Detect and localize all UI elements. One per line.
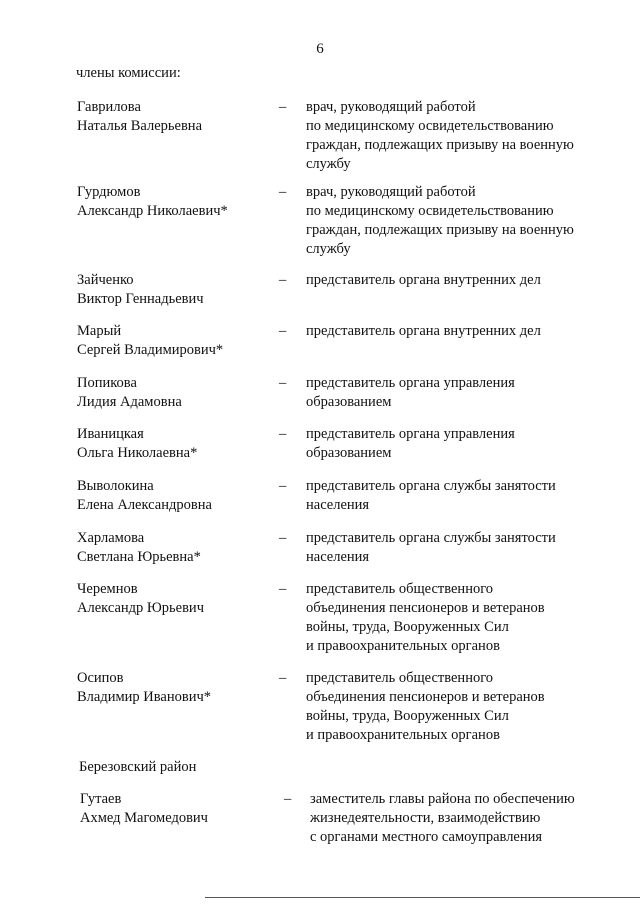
member-name — [77, 322, 267, 360]
member-name — [77, 98, 267, 136]
dash-separator: – — [279, 323, 287, 339]
role-line: представитель органа службы занятости — [306, 478, 556, 494]
role-line: образованием — [306, 445, 392, 461]
page-number: 6 — [316, 41, 324, 57]
member-surname: Харламова — [77, 530, 145, 546]
member-role — [306, 425, 606, 463]
member-surname: Гутаев — [80, 791, 122, 807]
member-name — [77, 477, 267, 515]
member-surname: Осипов — [77, 670, 124, 686]
member-role — [306, 322, 606, 341]
dash-separator: – — [279, 375, 287, 391]
role-line: службу — [306, 156, 351, 172]
member-role — [306, 669, 606, 745]
commission-members-heading: члены комиссии: — [76, 65, 181, 81]
role-line: представитель общественного — [306, 670, 494, 686]
dash-separator: – — [279, 478, 287, 494]
member-role — [306, 271, 606, 290]
dash-separator: – — [284, 791, 292, 807]
role-line: и правоохранительных органов — [306, 727, 500, 743]
member-role — [306, 529, 606, 567]
role-line: представитель органа управления — [306, 375, 515, 391]
member-surname: Гаврилова — [77, 99, 141, 115]
role-line: войны, труда, Вооруженных Сил — [306, 619, 509, 635]
member-given-names: Ахмед Магомедович — [80, 810, 208, 826]
role-line: объединения пенсионеров и ветеранов — [306, 600, 545, 616]
member-given-names: Александр Юрьевич — [77, 600, 204, 616]
dash-separator: – — [279, 581, 287, 597]
member-role — [306, 183, 606, 259]
member-given-names: Виктор Геннадьевич — [77, 291, 204, 307]
district-heading: Березовский район — [79, 759, 197, 775]
member-given-names: Александр Николаевич* — [77, 203, 228, 219]
member-surname: Выволокина — [77, 478, 154, 494]
role-line: врач, руководящий работой — [306, 184, 476, 200]
role-line: с органами местного самоуправления — [310, 829, 543, 845]
member-surname: Марый — [77, 323, 122, 339]
role-line: граждан, подлежащих призыву на военную — [306, 222, 574, 238]
role-line: населения — [306, 497, 370, 513]
member-surname: Гурдюмов — [77, 184, 141, 200]
role-line: войны, труда, Вооруженных Сил — [306, 708, 509, 724]
member-role — [306, 477, 606, 515]
role-line: по медицинскому освидетельствованию — [306, 118, 554, 134]
member-role — [310, 790, 610, 847]
role-line: представитель органа управления — [306, 426, 515, 442]
role-line: населения — [306, 549, 370, 565]
member-surname: Зайченко — [77, 272, 134, 288]
dash-separator: – — [279, 670, 287, 686]
role-line: объединения пенсионеров и ветеранов — [306, 689, 545, 705]
role-line: представитель органа внутренних дел — [306, 323, 541, 339]
role-line: представитель общественного — [306, 581, 494, 597]
member-given-names: Наталья Валерьевна — [77, 118, 202, 134]
member-given-names: Светлана Юрьевна* — [77, 549, 201, 565]
role-line: образованием — [306, 394, 392, 410]
role-line: по медицинскому освидетельствованию — [306, 203, 554, 219]
member-name — [80, 790, 270, 828]
member-given-names: Лидия Адамовна — [77, 394, 182, 410]
role-line: жизнедеятельности, взаимодействию — [310, 810, 541, 826]
dash-separator: – — [279, 99, 287, 115]
member-name — [77, 425, 267, 463]
member-surname: Иваницкая — [77, 426, 144, 442]
member-given-names: Владимир Иванович* — [77, 689, 212, 705]
role-line: заместитель главы района по обеспечению — [310, 791, 575, 807]
dash-separator: – — [279, 530, 287, 546]
role-line: и правоохранительных органов — [306, 638, 500, 654]
role-line: представитель органа внутренних дел — [306, 272, 541, 288]
dash-separator: – — [279, 272, 287, 288]
member-name — [77, 271, 267, 309]
member-role — [306, 98, 606, 174]
member-name — [77, 529, 267, 567]
dash-separator: – — [279, 426, 287, 442]
role-line: граждан, подлежащих призыву на военную — [306, 137, 574, 153]
member-surname: Черемнов — [77, 581, 138, 597]
role-line: представитель органа службы занятости — [306, 530, 556, 546]
member-surname: Попикова — [77, 375, 137, 391]
footer-divider — [205, 897, 640, 898]
dash-separator: – — [279, 184, 287, 200]
member-role — [306, 580, 606, 656]
member-name — [77, 669, 267, 707]
member-role — [306, 374, 606, 412]
member-given-names: Ольга Николаевна* — [77, 445, 198, 461]
member-name — [77, 374, 267, 412]
member-name — [77, 183, 267, 221]
member-given-names: Елена Александровна — [77, 497, 212, 513]
role-line: службу — [306, 241, 351, 257]
member-given-names: Сергей Владимирович* — [77, 342, 224, 358]
member-name — [77, 580, 267, 618]
role-line: врач, руководящий работой — [306, 99, 476, 115]
